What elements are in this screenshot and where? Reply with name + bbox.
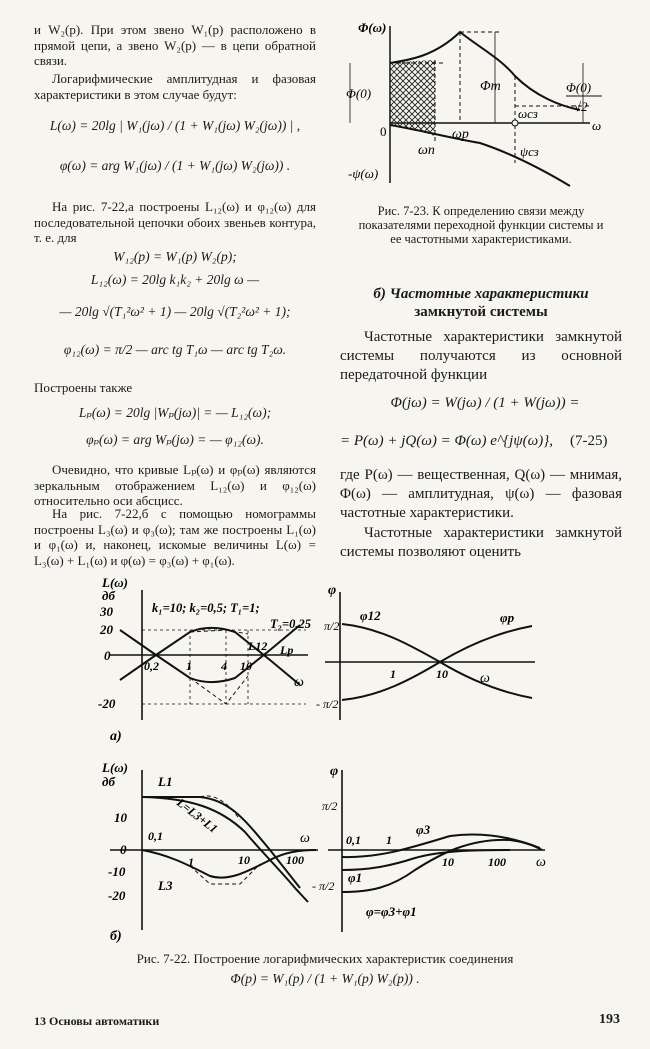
fig722b-phase-omega-label: ω (536, 855, 546, 870)
fig723-label-psic3: ψсз (520, 144, 539, 159)
right-paragraph-1: Частотные характеристики замкнутой системы получаются из основной передаточной функции (340, 329, 622, 383)
fig722b-ytick-m20: -20 (108, 888, 126, 903)
fig723-label-phi: Φ(ω) (358, 20, 387, 35)
equation-L12-b: — 20lg √(T₁²ω² + 1) — 20lg √(T₂²ω² + 1); (59, 304, 291, 319)
left-paragraph-4: Построены также (34, 380, 133, 395)
equation-Lp: Lₚ(ω) = 20lg |Wₚ(jω)| = — L₁₂(ω); (78, 405, 272, 420)
left-paragraph-6: На рис. 7-22,б с помощью номограммы построены L₃(ω) и φ₃(ω); там же построены L₁(ω) и φ₁(ω) и, наконец, искомые величины L(ω) = L₃(ω) + L₁(ω) и φ(ω) = φ₃(ω) + φ₁(ω). (34, 506, 316, 568)
fig722a-ytick-30: 30 (100, 604, 113, 619)
fig722a-label-Lp: Lp (280, 643, 294, 657)
fig722b-db-label: дб (102, 774, 115, 789)
fig723-label-omegap: ωp (452, 127, 469, 142)
fig722b-ytick-m10: -10 (108, 864, 126, 879)
fig722a-phi-axis-label: φ (328, 583, 337, 598)
fig722b-xtick-10: 10 (238, 853, 250, 867)
equation-number: (7-25) (570, 433, 608, 449)
fig722b-L-axis-label: L(ω) (102, 760, 128, 775)
fig722b-ptick-top: π/2 (322, 799, 338, 813)
fig722a-pxtick-1: 1 (390, 667, 396, 681)
section-heading-line2: замкнутой системы (414, 304, 548, 320)
page-number: 193 (599, 1012, 620, 1027)
fig722a-xtick-1: 1 (186, 659, 192, 673)
fig722b-omega-label: ω (300, 831, 310, 846)
fig722a-xtick-10: 10 (240, 659, 252, 673)
fig722b-label-L1: L1 (158, 774, 173, 789)
fig722-caption-line1: Рис. 7-22. Построение логарифмических характеристик соединения (136, 951, 514, 966)
fig722b-xtick-1: 1 (188, 855, 194, 869)
equation-7-25-line2: = P(ω) + jQ(ω) = Φ(ω) e^{jψ(ω)}, (340, 433, 553, 449)
fig722b-pxtick-0-1: 0,1 (346, 833, 361, 847)
fig722a-panel-label: а) (110, 729, 122, 744)
fig722b-xtick-0-1: 0,1 (148, 829, 163, 843)
footer-signature: 13 Основы автоматики (34, 1014, 160, 1028)
fig722-params: k₁=10; k₂=0,5; T₁=1; (152, 601, 260, 615)
fig723-label-minus-psi: -ψ(ω) (348, 166, 379, 181)
fig722a-L-axis-label: L(ω) (102, 575, 128, 590)
equation-phi12: φ₁₂(ω) = π/2 — arc tg T₁ω — arc tg T₂ω. (63, 342, 287, 357)
fig722a-xtick-0-2: 0,2 (144, 659, 159, 673)
fig722b-ptick-bot: - π/2 (312, 879, 335, 893)
fig722b-phi-axis-label: φ (330, 764, 339, 779)
equation-phi: φ(ω) = arg W₁(jω) / (1 + W₁(jω) W₂(jω)) . (59, 158, 291, 173)
fig723-label-ratio: Φ(0) (566, 80, 592, 95)
equation-L12-a: L₁₂(ω) = 20lg k₁k₂ + 20lg ω — (90, 272, 260, 287)
fig722a-Lp-curve (120, 625, 300, 682)
equation-phip: φₚ(ω) = arg Wₚ(jω) = — φ₁₂(ω). (86, 432, 264, 447)
fig722a-ytick-0: 0 (104, 648, 111, 663)
figure-7-23 (340, 18, 610, 198)
fig722b-phi1-curve (342, 850, 510, 870)
fig723-label-sqrt2: √2 (574, 99, 588, 114)
fig722b-label-L3: L3 (158, 878, 173, 893)
fig722a-pxtick-10: 10 (436, 667, 448, 681)
fig722a-label-phi12: φ12 (360, 608, 381, 623)
fig722b-label-phi1: φ1 (348, 870, 363, 885)
left-paragraph-1: и W₂(p). При этом звено W₁(p) расположено в прямой цепи, а звено W₂(p) — в цепи обратной связи. (34, 22, 316, 68)
fig722b-panel-label: б) (110, 929, 122, 944)
right-paragraph-2: где P(ω) — вещественная, Q(ω) — мнимая, Φ(ω) — амплитудная, ψ(ω) — фазовая частотные характеристики. (340, 467, 622, 521)
left-paragraph-5: Очевидно, что кривые Lₚ(ω) и φₚ(ω) являются зеркальным отображением L₁₂(ω) и φ₁₂(ω) относительно оси абсцисс. (34, 462, 316, 508)
fig722a-omega-label: ω (294, 675, 304, 690)
left-paragraph-2: Логарифмические амплитудная и фазовая характеристики в этом случае будут: (34, 71, 316, 102)
fig723-hatched-area (390, 60, 435, 123)
figure-7-22 (80, 570, 580, 950)
fig722b-ytick-0: 0 (120, 842, 127, 857)
fig722a-phase-omega-label: ω (480, 671, 490, 686)
fig722b-label-phi3: φ3 (416, 822, 431, 837)
fig722b-xtick-100: 100 (286, 853, 304, 867)
fig722a-ytick-20: 20 (100, 622, 113, 637)
fig722a-label-phip: φp (500, 610, 515, 625)
fig723-label-zero: 0 (380, 124, 387, 139)
equation-W12: W₁₂(p) = W₁(p) W₂(p); (113, 249, 237, 264)
fig723-label-omega: ω (592, 118, 602, 133)
fig722a-L12-curve (120, 628, 300, 685)
fig722b-pxtick-10: 10 (442, 855, 454, 869)
fig722-params2: T₂=0,25 (270, 617, 311, 631)
right-paragraph-3: Частотные характеристики замкнутой системы позволяют оценить (340, 525, 622, 560)
fig722a-phi12-curve (342, 624, 532, 698)
fig722b-ytick-10: 10 (114, 810, 127, 825)
left-paragraph-3: На рис. 7-22,а построены L₁₂(ω) и φ₁₂(ω) для последовательной цепочки обоих звеньев контура, т. е. для (34, 199, 316, 245)
fig723-psi-curve (390, 125, 570, 186)
fig722b-label-phi-sum: φ=φ3+φ1 (366, 904, 417, 919)
fig722a-label-L12: L12 (248, 639, 268, 653)
fig722a-ptick-top: π/2 (324, 619, 340, 633)
fig722-caption-line2: Φ(p) = W₁(p) / (1 + W₁(p) W₂(p)) . (230, 971, 420, 986)
fig722a-ptick-bot: - π/2 (316, 697, 339, 711)
fig722b-label-L-sum: L=L3+L1 (174, 795, 221, 836)
fig722b-pxtick-1: 1 (386, 833, 392, 847)
fig723-label-omegac3: ωсз (518, 106, 538, 121)
fig723-label-phim: Φm (480, 79, 501, 94)
equation-L: L(ω) = 20lg | W₁(jω) / (1 + W₁(jω) W₂(jω)) | , (49, 118, 301, 133)
fig722a-ytick-m20: -20 (98, 696, 116, 711)
fig723-label-omegan: ωп (418, 143, 435, 158)
fig722b-L1-curve (142, 797, 300, 888)
fig723-caption: Рис. 7-23. К определению связи между показателями переходной функции системы и ее частотными характеристиками. (358, 204, 604, 246)
fig722a-xtick-4: 4 (221, 659, 227, 673)
equation-7-25-line1: Φ(jω) = W(jω) / (1 + W(jω)) = (390, 395, 580, 411)
fig722b-pxtick-100: 100 (488, 855, 506, 869)
section-heading-line1: б) Частотные характеристики (373, 286, 589, 302)
fig723-label-phi0: Φ(0) (346, 86, 372, 101)
fig722a-phip-curve (342, 626, 532, 700)
fig722a-db-label: дб (102, 588, 115, 603)
